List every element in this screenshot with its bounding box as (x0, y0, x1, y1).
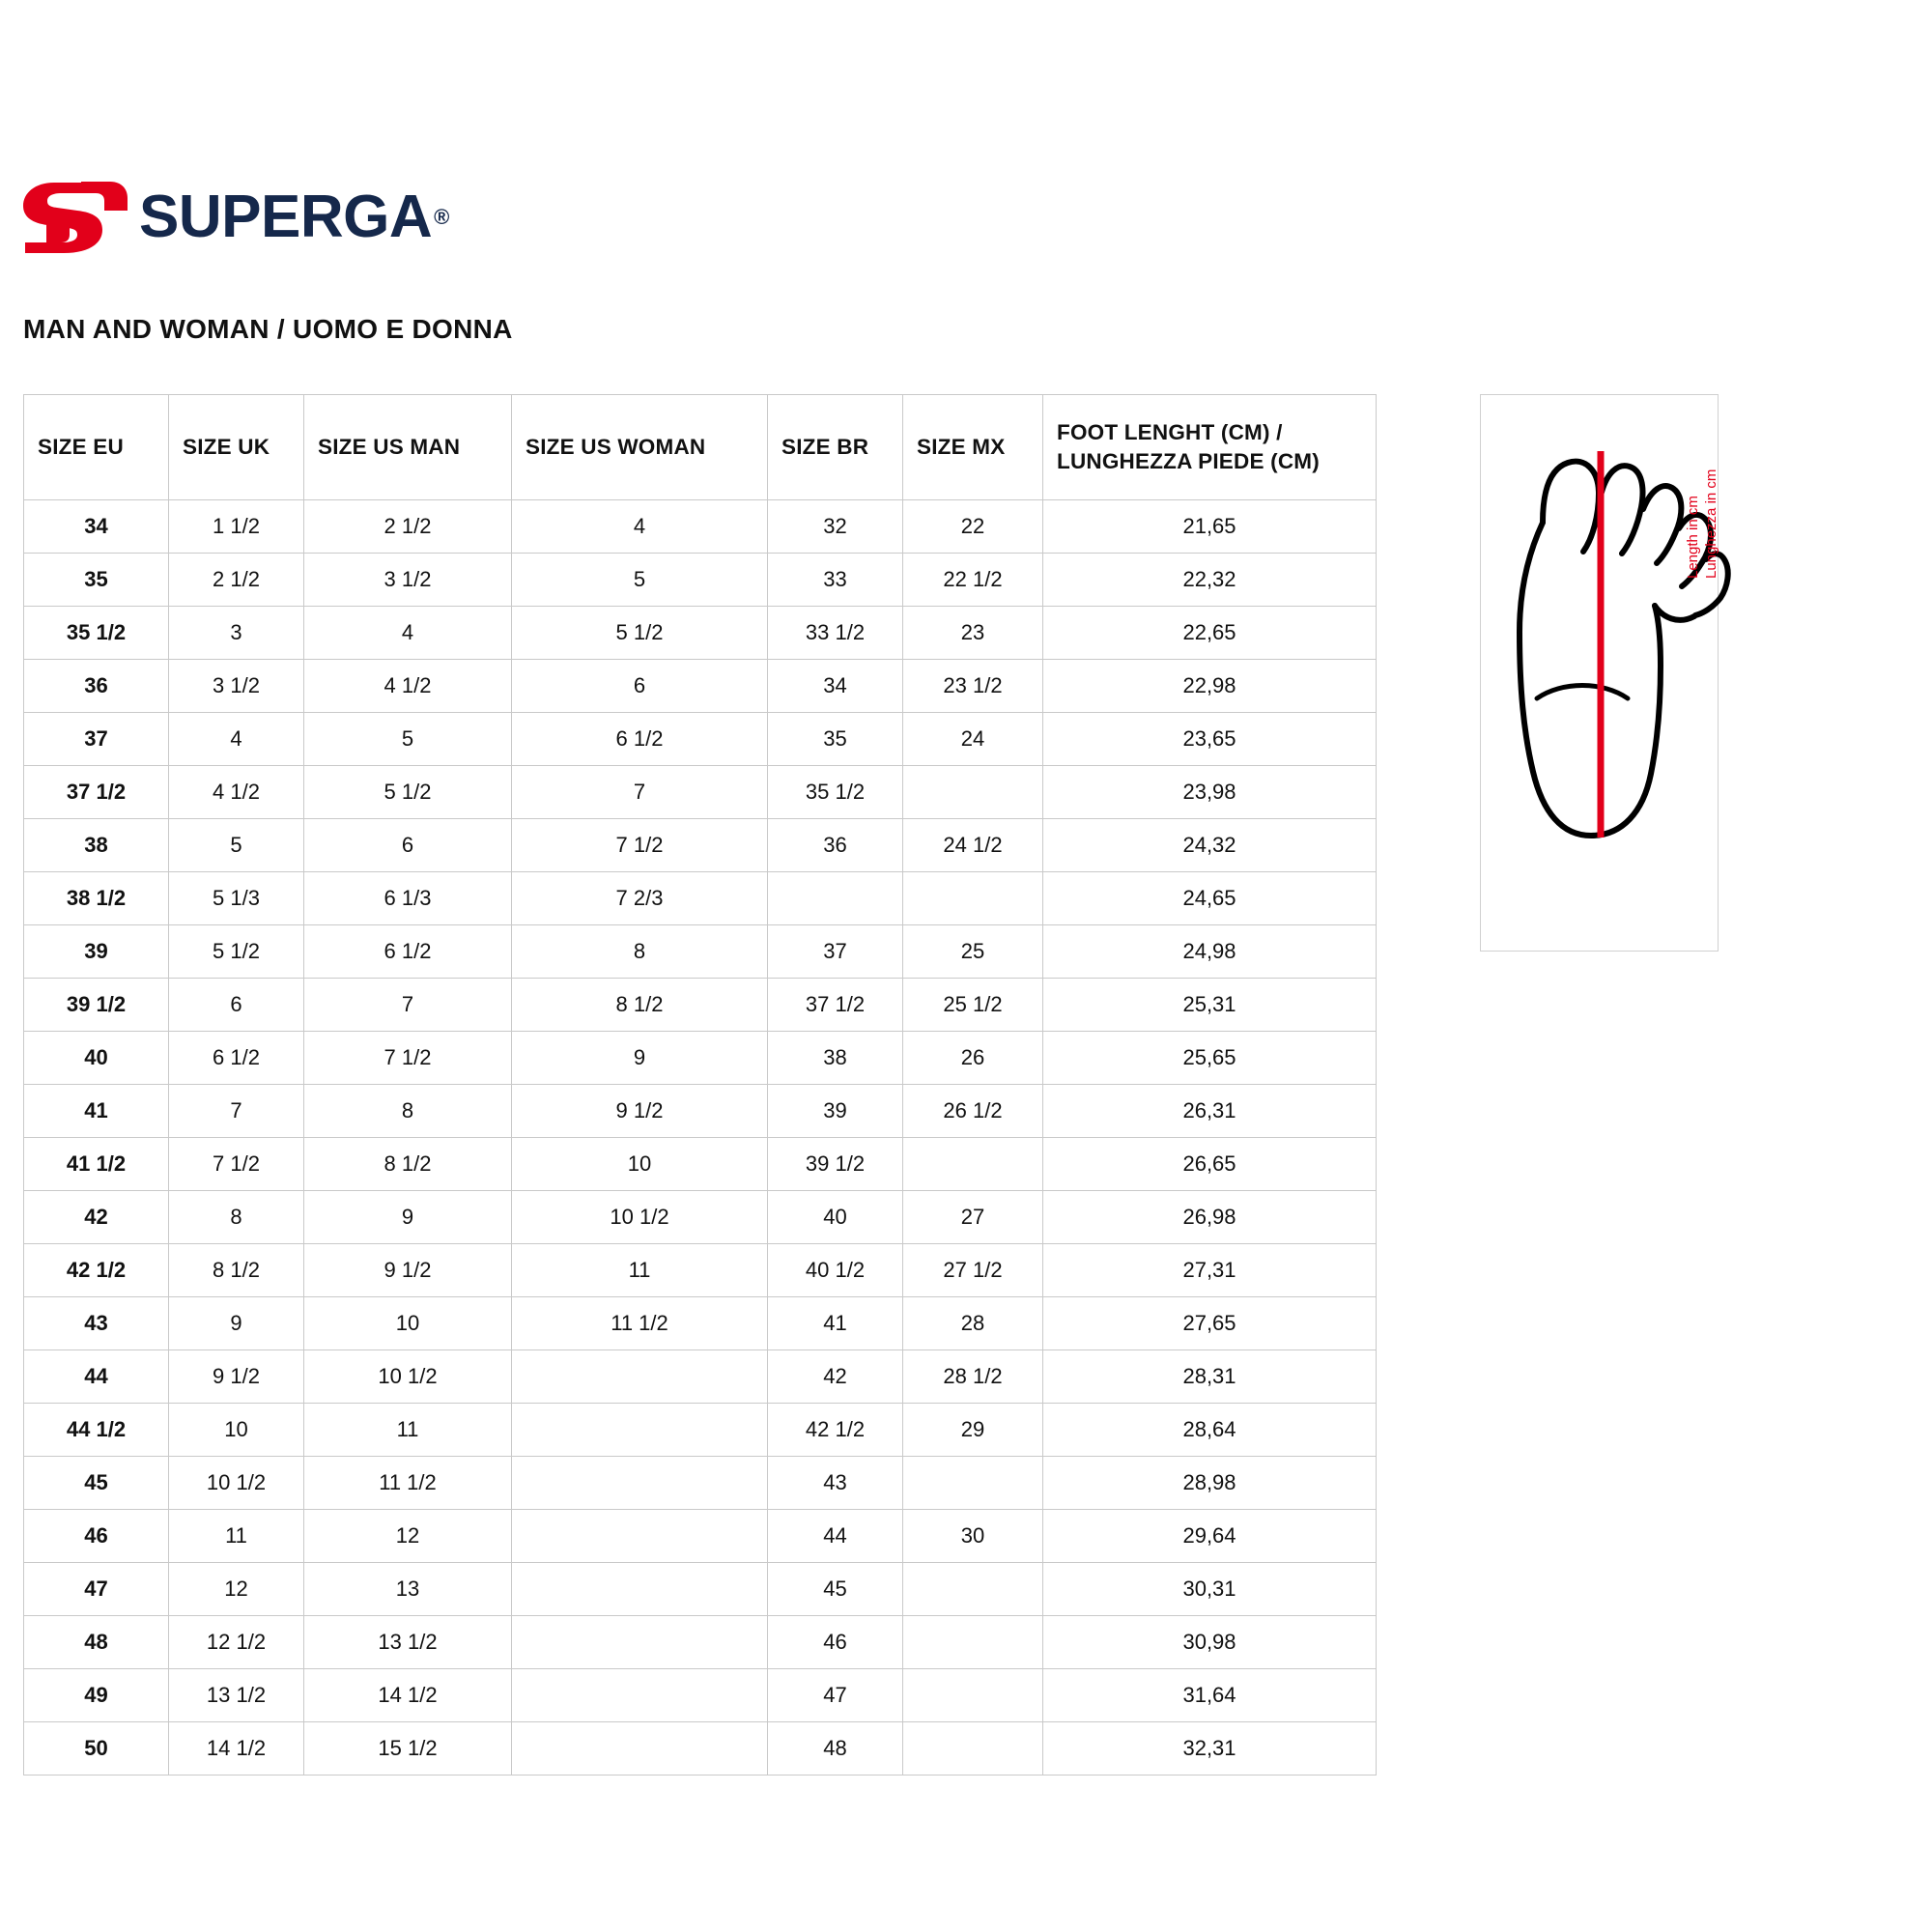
table-cell: 6 (169, 979, 304, 1032)
table-cell: 9 (169, 1297, 304, 1350)
table-cell: 5 1/3 (169, 872, 304, 925)
table-cell: 10 (169, 1404, 304, 1457)
table-cell: 36 (768, 819, 903, 872)
foot-outline-icon (1454, 298, 1744, 975)
column-header-size-br: SIZE BR (768, 395, 903, 500)
table-cell: 5 1/2 (304, 766, 512, 819)
foot-length-label (1685, 405, 1719, 579)
table-cell: 42 1/2 (768, 1404, 903, 1457)
table-row (24, 872, 1377, 925)
table-row (24, 713, 1377, 766)
table-row (24, 1244, 1377, 1297)
table-cell: 7 2/3 (512, 872, 768, 925)
table-row (24, 1669, 1377, 1722)
table-row (24, 660, 1377, 713)
table-cell: 9 (304, 1191, 512, 1244)
table-cell: 39 1/2 (768, 1138, 903, 1191)
table-cell: 40 (768, 1191, 903, 1244)
table-cell (512, 1510, 768, 1563)
table-cell: 35 (24, 554, 169, 607)
table-cell: 10 (512, 1138, 768, 1191)
table-cell: 8 (169, 1191, 304, 1244)
table-row (24, 1085, 1377, 1138)
table-cell (512, 1350, 768, 1404)
foot-length-label-en: Length in cm (1685, 496, 1701, 579)
table-cell: 13 (304, 1563, 512, 1616)
table-cell: 50 (24, 1722, 169, 1776)
table-cell: 32,31 (1043, 1722, 1377, 1776)
table-cell: 10 1/2 (512, 1191, 768, 1244)
brand-name: SUPERGA (139, 184, 433, 250)
table-cell: 6 1/2 (304, 925, 512, 979)
table-cell: 31,64 (1043, 1669, 1377, 1722)
table-cell: 44 1/2 (24, 1404, 169, 1457)
table-cell: 14 1/2 (304, 1669, 512, 1722)
table-row (24, 1510, 1377, 1563)
table-cell: 24,65 (1043, 872, 1377, 925)
table-cell: 27,31 (1043, 1244, 1377, 1297)
table-cell: 5 (169, 819, 304, 872)
table-cell: 44 (24, 1350, 169, 1404)
table-row (24, 819, 1377, 872)
table-cell: 41 (24, 1085, 169, 1138)
table-cell: 38 (24, 819, 169, 872)
table-row (24, 1350, 1377, 1404)
table-cell: 26 1/2 (903, 1085, 1043, 1138)
size-table-container (23, 394, 1376, 1776)
table-cell: 8 1/2 (304, 1138, 512, 1191)
superga-s-logo-icon (21, 180, 129, 255)
table-cell: 39 (24, 925, 169, 979)
table-cell: 34 (768, 660, 903, 713)
table-cell: 4 (512, 500, 768, 554)
table-row (24, 1191, 1377, 1244)
table-cell (512, 1457, 768, 1510)
table-cell: 12 (169, 1563, 304, 1616)
table-cell: 34 (24, 500, 169, 554)
table-cell: 28 (903, 1297, 1043, 1350)
table-cell: 7 (169, 1085, 304, 1138)
table-cell (768, 872, 903, 925)
foot-length-diagram (1480, 394, 1719, 952)
table-cell: 8 (512, 925, 768, 979)
table-cell: 35 1/2 (768, 766, 903, 819)
table-cell: 24 (903, 713, 1043, 766)
table-cell: 24 1/2 (903, 819, 1043, 872)
table-cell: 30 (903, 1510, 1043, 1563)
registered-mark: ® (434, 205, 450, 229)
table-cell: 42 (24, 1191, 169, 1244)
table-row (24, 1722, 1377, 1776)
table-cell: 45 (768, 1563, 903, 1616)
table-cell: 4 1/2 (169, 766, 304, 819)
table-cell: 23,65 (1043, 713, 1377, 766)
table-cell (903, 1457, 1043, 1510)
table-cell (903, 1563, 1043, 1616)
table-cell: 25 (903, 925, 1043, 979)
table-cell: 38 1/2 (24, 872, 169, 925)
table-cell: 49 (24, 1669, 169, 1722)
table-cell: 47 (24, 1563, 169, 1616)
table-cell: 28,31 (1043, 1350, 1377, 1404)
table-cell: 45 (24, 1457, 169, 1510)
table-cell: 33 1/2 (768, 607, 903, 660)
table-cell: 11 1/2 (304, 1457, 512, 1510)
table-cell: 24,98 (1043, 925, 1377, 979)
table-cell: 21,65 (1043, 500, 1377, 554)
table-cell: 22 (903, 500, 1043, 554)
table-cell (903, 766, 1043, 819)
table-cell: 37 (24, 713, 169, 766)
table-cell (903, 1669, 1043, 1722)
column-header-foot-length: FOOT LENGHT (CM) / LUNGHEZZA PIEDE (CM) (1043, 395, 1377, 500)
table-cell (903, 1722, 1043, 1776)
table-cell: 30,31 (1043, 1563, 1377, 1616)
table-cell: 7 1/2 (512, 819, 768, 872)
table-row (24, 1404, 1377, 1457)
table-cell: 28,64 (1043, 1404, 1377, 1457)
table-cell: 25,65 (1043, 1032, 1377, 1085)
table-cell: 29,64 (1043, 1510, 1377, 1563)
table-cell: 6 (304, 819, 512, 872)
table-cell: 26 (903, 1032, 1043, 1085)
table-cell (512, 1563, 768, 1616)
table-cell (512, 1404, 768, 1457)
table-cell: 48 (768, 1722, 903, 1776)
table-cell (903, 1138, 1043, 1191)
table-cell: 27 (903, 1191, 1043, 1244)
table-cell: 5 (304, 713, 512, 766)
table-cell: 22,65 (1043, 607, 1377, 660)
table-cell: 7 (512, 766, 768, 819)
table-cell: 10 1/2 (304, 1350, 512, 1404)
table-cell: 13 1/2 (169, 1669, 304, 1722)
column-header-size-eu: SIZE EU (24, 395, 169, 500)
table-cell: 6 (512, 660, 768, 713)
table-cell: 22,32 (1043, 554, 1377, 607)
table-cell: 4 (304, 607, 512, 660)
table-cell: 39 1/2 (24, 979, 169, 1032)
table-cell (512, 1669, 768, 1722)
table-row (24, 1616, 1377, 1669)
table-cell: 30,98 (1043, 1616, 1377, 1669)
column-header-size-us-woman: SIZE US WOMAN (512, 395, 768, 500)
table-cell: 23 1/2 (903, 660, 1043, 713)
table-cell: 40 1/2 (768, 1244, 903, 1297)
table-cell: 28 1/2 (903, 1350, 1043, 1404)
table-cell: 25,31 (1043, 979, 1377, 1032)
table-cell: 23 (903, 607, 1043, 660)
table-cell: 6 1/2 (169, 1032, 304, 1085)
table-header-row (24, 395, 1377, 500)
table-cell: 48 (24, 1616, 169, 1669)
table-cell: 2 1/2 (304, 500, 512, 554)
table-cell: 40 (24, 1032, 169, 1085)
table-cell: 28,98 (1043, 1457, 1377, 1510)
table-cell: 8 (304, 1085, 512, 1138)
table-cell: 47 (768, 1669, 903, 1722)
table-row (24, 925, 1377, 979)
table-cell: 42 (768, 1350, 903, 1404)
table-cell (512, 1722, 768, 1776)
table-cell: 33 (768, 554, 903, 607)
table-cell: 9 (512, 1032, 768, 1085)
table-cell: 5 (512, 554, 768, 607)
table-cell: 12 (304, 1510, 512, 1563)
table-cell: 46 (24, 1510, 169, 1563)
column-header-size-uk: SIZE UK (169, 395, 304, 500)
table-cell: 4 1/2 (304, 660, 512, 713)
table-row (24, 766, 1377, 819)
table-cell: 42 1/2 (24, 1244, 169, 1297)
column-header-size-us-man: SIZE US MAN (304, 395, 512, 500)
table-cell: 38 (768, 1032, 903, 1085)
table-cell: 26,98 (1043, 1191, 1377, 1244)
table-cell: 36 (24, 660, 169, 713)
table-cell: 15 1/2 (304, 1722, 512, 1776)
table-row (24, 1297, 1377, 1350)
superga-logo (21, 179, 449, 256)
table-row (24, 500, 1377, 554)
table-row (24, 607, 1377, 660)
table-cell: 32 (768, 500, 903, 554)
table-cell: 7 1/2 (169, 1138, 304, 1191)
size-table (23, 394, 1377, 1776)
table-cell: 11 (304, 1404, 512, 1457)
table-cell: 11 (169, 1510, 304, 1563)
table-cell: 13 1/2 (304, 1616, 512, 1669)
table-row (24, 979, 1377, 1032)
table-cell: 37 1/2 (768, 979, 903, 1032)
table-row (24, 1032, 1377, 1085)
table-cell: 41 (768, 1297, 903, 1350)
table-cell: 27 1/2 (903, 1244, 1043, 1297)
table-cell: 9 1/2 (304, 1244, 512, 1297)
table-cell: 22,98 (1043, 660, 1377, 713)
table-cell: 11 (512, 1244, 768, 1297)
table-cell: 41 1/2 (24, 1138, 169, 1191)
table-cell: 22 1/2 (903, 554, 1043, 607)
table-cell (903, 1616, 1043, 1669)
table-cell: 7 (304, 979, 512, 1032)
table-cell: 25 1/2 (903, 979, 1043, 1032)
table-cell: 1 1/2 (169, 500, 304, 554)
table-cell: 8 1/2 (512, 979, 768, 1032)
table-cell: 3 1/2 (304, 554, 512, 607)
table-cell (903, 872, 1043, 925)
table-cell: 3 1/2 (169, 660, 304, 713)
size-table-body (24, 500, 1377, 1776)
table-cell: 24,32 (1043, 819, 1377, 872)
table-cell: 9 1/2 (169, 1350, 304, 1404)
table-cell: 23,98 (1043, 766, 1377, 819)
table-cell: 37 (768, 925, 903, 979)
table-cell: 6 1/3 (304, 872, 512, 925)
table-row (24, 1138, 1377, 1191)
page-title: MAN AND WOMAN / UOMO E DONNA (23, 314, 513, 344)
table-cell: 9 1/2 (512, 1085, 768, 1138)
table-cell: 43 (768, 1457, 903, 1510)
table-cell: 10 1/2 (169, 1457, 304, 1510)
table-row (24, 1457, 1377, 1510)
table-cell: 14 1/2 (169, 1722, 304, 1776)
table-cell: 37 1/2 (24, 766, 169, 819)
table-cell: 12 1/2 (169, 1616, 304, 1669)
table-cell: 27,65 (1043, 1297, 1377, 1350)
table-cell: 44 (768, 1510, 903, 1563)
column-header-size-mx: SIZE MX (903, 395, 1043, 500)
table-row (24, 1563, 1377, 1616)
table-cell: 29 (903, 1404, 1043, 1457)
table-cell: 7 1/2 (304, 1032, 512, 1085)
table-row (24, 554, 1377, 607)
table-cell: 43 (24, 1297, 169, 1350)
table-cell: 46 (768, 1616, 903, 1669)
table-cell: 39 (768, 1085, 903, 1138)
table-cell (512, 1616, 768, 1669)
table-cell: 3 (169, 607, 304, 660)
table-cell: 35 1/2 (24, 607, 169, 660)
table-cell: 26,31 (1043, 1085, 1377, 1138)
table-cell: 26,65 (1043, 1138, 1377, 1191)
table-cell: 2 1/2 (169, 554, 304, 607)
table-cell: 5 1/2 (512, 607, 768, 660)
table-cell: 5 1/2 (169, 925, 304, 979)
table-cell: 4 (169, 713, 304, 766)
table-cell: 8 1/2 (169, 1244, 304, 1297)
table-cell: 10 (304, 1297, 512, 1350)
table-cell: 11 1/2 (512, 1297, 768, 1350)
table-cell: 35 (768, 713, 903, 766)
table-cell: 6 1/2 (512, 713, 768, 766)
foot-length-label-it: Lunghezza in cm (1702, 469, 1719, 579)
